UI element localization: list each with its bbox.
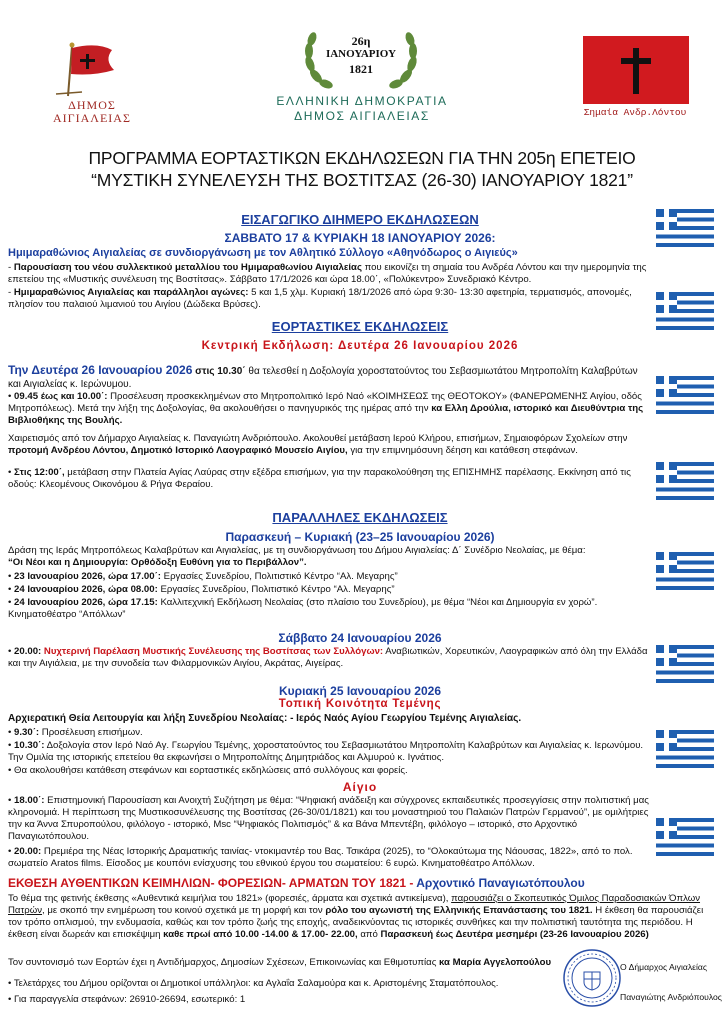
municipal-seal <box>562 948 622 1008</box>
exhibition-text-3: Η έκθεση θα παρουσιάζει τον τρόπο οπλισμού, την ενδυμασία, καθώς και τον τρόπο ζωής της εποχής, αναδεικνύοντας τις ιστορικές συνθήκες και την πολιτιστική ταυτότητα της περιόδου. Η έκθεση είναι δωρεάν και επισκέψιμη <box>8 905 704 940</box>
greek-flag-icon <box>656 209 714 247</box>
conference-item-1-text: Εργασίες Συνεδρίου, Πολιτιστικό Κέντρο “Αλ. Μεγαρης” <box>161 571 398 582</box>
wreath-day: 26η <box>351 34 371 48</box>
conference-item-2-text: Εργασίες Συνεδρίου, Πολιτιστικό Κέντρο “Αλ. Μεγαρης” <box>157 584 395 595</box>
festive-item-wreaths: για την επιμνημόσυνη δέηση και κατάθεση στεφάνων. <box>347 445 578 456</box>
night-parade-time: 20.00: <box>14 646 42 657</box>
greek-flag-icon <box>656 645 714 683</box>
intro-subtitle: Ημιμαραθώνιος Αιγιαλείας σε συνδιοργάνωση με τον Αθλητικό Σύλλογο «Αθηνόδωρος ο Αιγιεύς» <box>8 247 518 259</box>
conference-item-3-time: 24 Ιανουαρίου 2026, ώρα 17.15: <box>14 597 158 608</box>
municipality-label: ΔΗΜΟΣ ΑΙΓΙΑΛΕΙΑΣ <box>294 109 430 123</box>
aigio-item-2-time: 20.00: <box>14 846 42 857</box>
temeni-heading: Τοπική Κοινότητα Τεμένης <box>278 698 442 710</box>
mayor-title: Ο Δήμαρχος Αιγιαλείας <box>620 962 708 972</box>
municipality-label-line1: ΔΗΜΟΣ <box>68 98 116 112</box>
parallel-date-1: Παρασκευή – Κυριακή (23–25 Ιανουαρίου 2026) <box>225 530 495 544</box>
seal-icon <box>562 948 622 1008</box>
greek-flag-icon <box>656 292 714 330</box>
page-title-line2: “ΜΥΣΤΙΚΗ ΣΥΝΕΛΕΥΣΗ ΤΗΣ ΒΟΣΤΙΤΣΑΣ (26-30) ΙΑΝΟΥΑΡΙΟΥ 1821” <box>91 170 633 190</box>
exhibition-role: ρόλο του αγωνιστή της Ελληνικής Επανάστασης του 1821. <box>325 905 593 916</box>
municipal-flag-icon <box>42 38 142 100</box>
festive-item-parade <box>8 467 650 491</box>
municipality-logo <box>42 38 142 124</box>
footer-masters: • Τελετάρχες του Δήμου ορίζονται οι Δημοτικοί υπάλληλοι: κα Αγλαΐα Σαλαμούρα και κ. Αριστομένης Σταματόπουλος. <box>8 978 568 990</box>
festive-item-greeting-text: Χαιρετισμός από τον Δήμαρχο Αιγιαλείας κ. Παναγιώτη Ανδριόπουλο. Ακολουθεί μετάβαση Ιερού Κλήρου, επισήμων, Σημαιοφόρων Σχολείων στην <box>8 433 628 444</box>
festive-heading: ΕΟΡΤΑΣΤΙΚΕΣ ΕΚΔΗΛΩΣΕΙΣ <box>271 319 449 334</box>
aigio-item-2 <box>8 846 650 870</box>
wreath-year: 1821 <box>349 62 373 76</box>
intro-heading: ΕΙΣΑΓΩΓΙΚΟ ΔΙΗΜΕΡΟ ΕΚΔΗΛΩΣΕΩΝ <box>241 212 479 227</box>
night-parade-title: Νυχτερινή Παρέλαση Μυστικής Συνέλευσης της Βοστίτσας των Συλλόγων: <box>41 646 384 657</box>
coordinator-name: κα Μαρία Αγγελοπούλου <box>439 957 552 968</box>
intro-item-race-title: Ημιμαραθώνιος Αιγιαλείας και παράλληλοι αγώνες: <box>13 287 249 298</box>
intro-date: ΣΑΒΒΑΤΟ 17 & ΚΥΡΙΑΚΗ 18 ΙΑΝΟΥΑΡΙΟΥ 2026: <box>224 231 496 245</box>
aigio-heading: Αίγιο <box>342 780 378 794</box>
liturgy-heading: Αρχιερατική Θεία Λειτουργία και λήξη Συνεδρίου Νεολαίας: - Ιερός Ναός Αγίου Γεωργίου Τεμένης Αιγιαλείας. <box>8 713 522 724</box>
aigio-item-1 <box>8 795 650 843</box>
festive-item-parade-time: Στις 12:00΄, <box>14 467 65 478</box>
exhibition-dates: Παρασκευή έως Δευτέρα μεσημέρι (23-26 Ιανουαρίου 2026) <box>380 929 649 940</box>
wreath-emblem <box>298 24 424 94</box>
parallel-date-2: Σάββατο 24 Ιανουαρίου 2026 <box>278 631 442 645</box>
republic-label: ΕΛΛΗΝΙΚΗ ΔΗΜΟΚΡΑΤΙΑ <box>276 94 448 108</box>
festive-item-arrival-text: Προσέλευση προσκεκλημένων στο Μητροπολιτικό Ιερό Ναό «ΚΟΙΜΗΣΕΩΣ της ΘΕΟΤΟΚΟΥ» (ΦΑΝΕΡΩΜΕΝΗΣ Αιγίου, οδός Μητροπόλεως). Μετά την λήξη της Δοξολογίας, θα ακολουθήσει ο πανηγυρικός της ημέρας από την <box>8 391 642 414</box>
festive-time: στις 10.30΄ <box>192 366 246 377</box>
greek-flag-icon <box>656 462 714 500</box>
festive-item-arrival-time: 09.45 έως και 10.00΄: <box>14 391 108 402</box>
liturgy-item-1-text: Προσέλευση επισήμων. <box>39 727 143 738</box>
conference-item-3 <box>8 597 650 621</box>
festive-date: Την Δευτέρα 26 Ιανουαρίου 2026 <box>8 363 193 377</box>
conference-item-3-text: Καλλιτεχνική Εκδήλωση Νεολαίας (στο πλαίσιο του Συνεδρίου), με θέμα “Νέοι και Δημιουργία εν χορώ”. Κινηματοθέατρο “Απόλλων” <box>8 597 598 620</box>
liturgy-item-2-text: Δοξολογία στον Ιερό Ναό Αγ. Γεωργίου Τεμένης, χοροστατούντος του Σεβασμιωτάτου Μητροπολίτη Καλαβρύτων και Αιγιαλείας κ. Ιερωνύμου. Την Ομιλία της ιστορικής επετείου θα εκφωνήσει ο Μητροπολίτης Δημητριάδος και Αλμυρού κ. Ιγνάτιος. <box>8 740 644 763</box>
exhibition-organizer: παρουσιάζει ο Σκοπευτικός Όμιλος Παραδοσιακών Όπλων Πατρών <box>8 893 701 916</box>
festive-doxology-text: θα τελεσθεί η Δοξολογία χοροστατούντος του Σεβασμιωτάτου Μητροπολίτη Καλαβρύτων και Αιγιαλείας κ. Ιερώνυμου. <box>8 366 638 390</box>
conference-item-1-time: 23 Ιανουαρίου 2026, ώρα 17.00΄: <box>14 571 161 582</box>
page-title-line1: ΠΡΟΓΡΑΜΜΑ ΕΟΡΤΑΣΤΙΚΩΝ ΕΚΔΗΛΩΣΕΩΝ ΓΙΑ ΤΗΝ 205η ΕΠΕΤΕΙΟ <box>88 148 636 168</box>
festive-item-arrival <box>8 391 650 427</box>
coordination-text: Τον συντονισμό των Εορτών έχει η Αντιδήμαρχος, Δημοσίων Σχέσεων, Επικοινωνίας και Εθιμοτυπίας <box>8 957 440 968</box>
wreath-month: ΙΑΝΟΥΑΡΙΟΥ <box>325 48 397 60</box>
exhibition-hours: καθε πρωί από 10.00 -14.00 & 17.00- 22.00, <box>163 929 358 940</box>
conference-item-2-time: 24 Ιανουαρίου 2026, ώρα 08.00: <box>14 584 158 595</box>
liturgy-item-3 <box>8 765 650 777</box>
cross-icon <box>583 36 689 104</box>
liturgy-item-3-text: Θα ακολουθήσει κατάθεση στεφάνων και εορταστικές εκδηλώσεις από συλλόγους και φορείς. <box>14 765 408 776</box>
exhibition-text-1: Το θέμα της φετινής έκθεσης «Αυθεντικά κειμήλια του 1821» (φορεσιές, άρματα και σχετικά αντικείμενα), <box>8 893 452 904</box>
liturgy-item-2-time: 10.30΄: <box>14 740 45 751</box>
parallel-date-3: Κυριακή 25 Ιανουαρίου 2026 <box>279 684 441 698</box>
municipality-label-line2: ΑΙΓΙΑΛΕΙΑΣ <box>53 111 131 125</box>
main-event-heading: Κεντρική Εκδήλωση: Δευτέρα 26 Ιανουαρίου 2026 <box>201 340 519 352</box>
intro-item-medal-title: Παρουσίαση του νέου συλλεκτικού μεταλλίου του Ημιμαραθωνίου Αιγιαλείας <box>13 262 362 273</box>
aigio-item-1-text: Επιστημονική Παρουσίαση και Ανοιχτή Συζήτηση με θέμα: “Ψηφιακή ανάδειξη και σύγχρονες εκπαιδευτικές προσεγγίσεις στην πολιτιστική μας κληρονομιά. Η περίπτωση της Μυστικοσυνέλευσης της Βοστίτσας (26-30/01/1821) και του μοναστηριού του Παλαιών Πατρών Γερμανού”, με ομιλήτριες την κα Άννα Σπυροπούλου, φιλόλογο - ιστορικό, Msc “Ψηφιακός Πολιτισμός” & κα Βάνα Μπεντέβη, φιλόλογο – ιστορικό, στο Αρχοντικό Παναγιωτόπουλου. <box>8 795 649 842</box>
night-parade-item <box>8 646 650 670</box>
festive-item-bust: προτομή Ανδρέου Λόντου, Δημοτικό Ιστορικό Λαογραφικό Μουσείο Αιγίου, <box>8 445 348 456</box>
festive-item-greeting <box>8 433 650 457</box>
conference-theme: “Οι Νέοι και η Δημιουργία: Ορθόδοξη Ευθύνη για το Περιβάλλον”. <box>8 557 307 568</box>
greek-flag-icon <box>656 552 714 590</box>
flag-caption: Σημαία Ανδρ.Λόντου <box>583 107 687 118</box>
intro-item-race <box>8 287 650 311</box>
conference-item-1 <box>8 571 650 583</box>
exhibition-text-4: από <box>357 929 381 940</box>
night-parade-text: Αναβιωτικών, Χορευτικών, Λαογραφικών από όλη την Ελλάδα και την Αιγιάλεια, με την συνοδεία των Φιλαρμονικών Αιγίου, Ακράτας, Αιγείρας. <box>8 646 648 669</box>
festive-item-parade-text: μετάβαση στην Πλατεία Αγίας Λαύρας στην εξέδρα επισήμων, για την παρακολούθηση της ΕΠΙΣΗΜΗΣ παρέλασης. Εκκίνηση από τις οδούς: Κλεομένους Οικονόμου & Ρήγα Φεραίου. <box>8 467 631 490</box>
greek-flag-icon <box>656 730 714 768</box>
aigio-item-2-text: Πρεμιέρα της Νέας Ιστορικής Δραματικής ταινίας- ντοκιμαντέρ του Βας. Τσικάρα (2025), το “Ολοκαύτωμα της Νάουσας, 1822», από το πολ. σωματείο Aratos films. Είσοδος με κουπόνι ενίσχυσης του εθνικού έργου του σωματείου: 6 ευρώ. Κινηματοθέατρο Απόλλων. <box>8 846 633 869</box>
liturgy-item-1 <box>8 727 650 739</box>
liturgy-item-1-time: 9.30΄: <box>14 727 40 738</box>
aigio-item-1-time: 18.00΄: <box>14 795 45 806</box>
greek-flag-icon <box>656 818 714 856</box>
lontos-flag <box>583 36 689 104</box>
intro-item-medal-text: που εικονίζει τη σημαία του Ανδρέα Λόντου και την ημερομηνία της επετείου της «Μυστικής συνέλευση της Βοστίτσας». Σάββατο 17/1/2026 και ώρα 18.00΄, «Πολύκεντρο» Συνεδριακό Κέντρο. <box>8 262 647 285</box>
conference-item-2 <box>8 584 650 596</box>
festive-item-speaker: κα Ελλη Δρούλια, ιστορικό και Διευθύντρια της Βιβλιοθήκης της Βουλής. <box>8 403 644 426</box>
coordination-note <box>8 957 568 969</box>
intro-item-race-text: 5 και 1,5 χλμ. Κυριακή 18/1/2026 από ώρα 9:30- 13:30 αφετηρία, τερματισμός, απονομές, πλησίον του παλαιού λιμανιού του Αιγίου (Δώδεκα Βρύσες). <box>8 287 632 310</box>
exhibition-text-2: , με σκοπό την ενημέρωση του κοινού σχετικά με τη μορφή και τον <box>42 905 326 916</box>
parallel-heading: ΠΑΡΑΛΛΗΛΕΣ ΕΚΔΗΛΩΣΕΙΣ <box>272 510 448 525</box>
festive-intro <box>8 364 650 391</box>
greek-flag-icon <box>656 376 714 414</box>
mayor-name: Παναγιώτης Ανδριόπουλος <box>620 992 722 1002</box>
footer-wreath-orders: • Για παραγγελία στεφάνων: 26910-26694, εσωτερικό: 1 <box>8 994 568 1006</box>
exhibition-text <box>8 893 708 941</box>
intro-item-medal <box>8 262 650 286</box>
exhibition-heading <box>8 876 708 890</box>
liturgy-item-2 <box>8 740 650 764</box>
conference-description <box>8 545 650 569</box>
exhibition-venue: Αρχοντικό Παναγιωτόπουλου <box>413 876 585 890</box>
exhibition-title: ΕΚΘΕΣΗ ΑΥΘΕΝΤΙΚΩΝ ΚΕΙΜΗΛΙΩΝ- ΦΟΡΕΣΙΩΝ- ΑΡΜΑΤΩΝ ΤΟΥ 1821 - <box>8 876 414 890</box>
conference-text: Δράση της Ιεράς Μητροπόλεως Καλαβρύτων και Αιγιαλείας, με τη συνδιοργάνωση του Δήμου Αιγιαλείας: Δ΄ Συνέδριο Νεολαίας, με θέμα: <box>8 545 586 556</box>
